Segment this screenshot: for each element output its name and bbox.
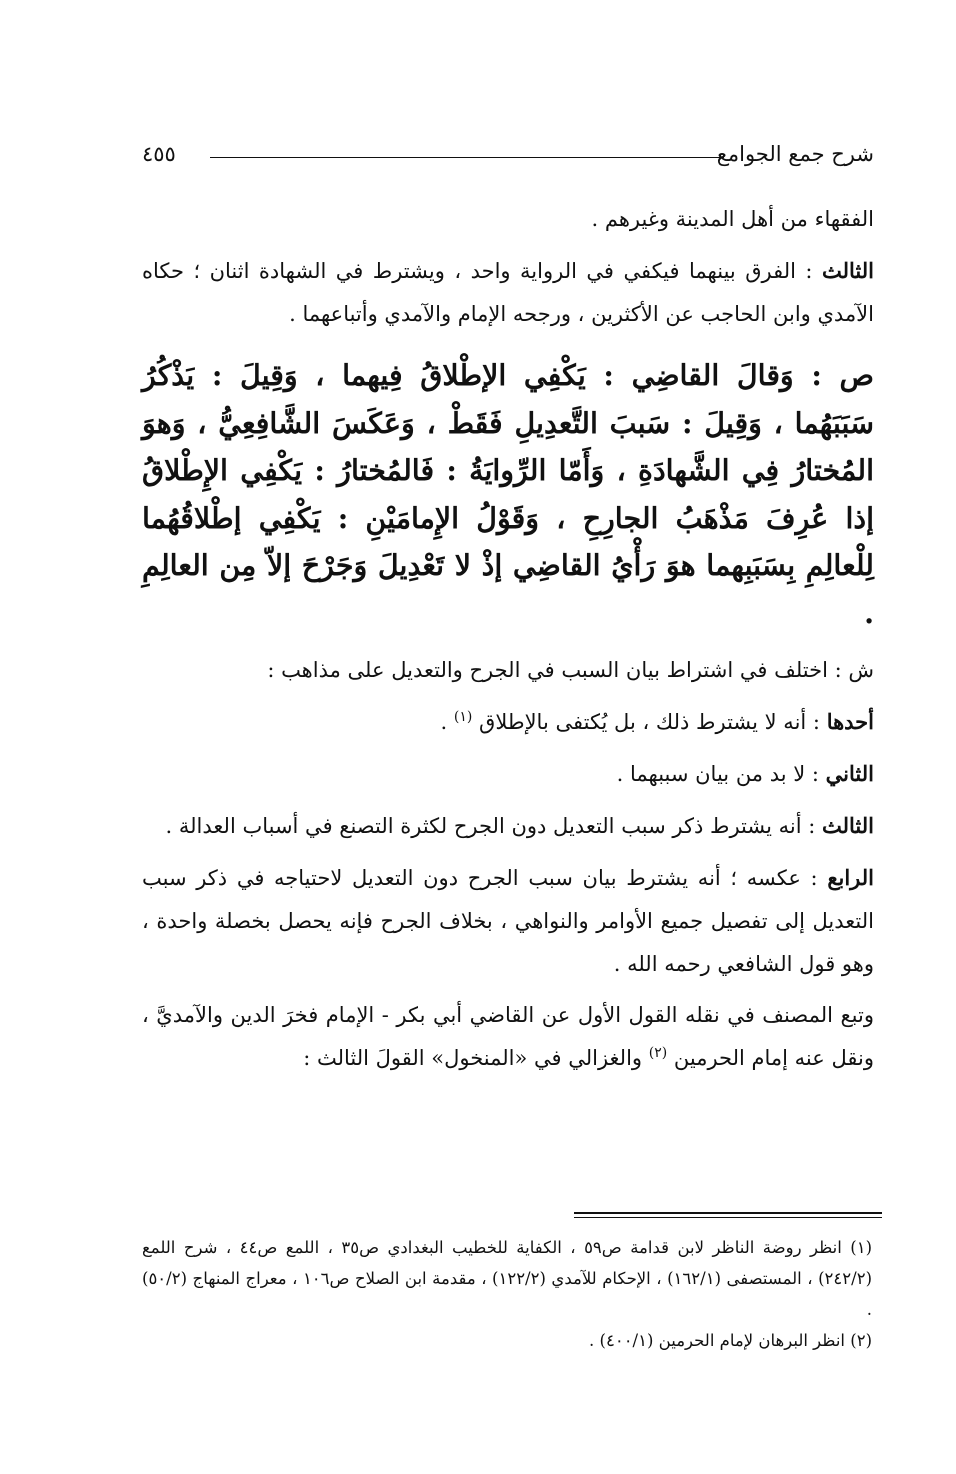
paragraph-8-text-a: وتبع المصنف في نقله القول الأول عن القاضي أبي بكر - الإمام فخرَ الدين والآمديَّ ، ونقل عنه إمام الحرمين — [142, 1003, 874, 1070]
paragraph-8-text-b: والغزالي في «المنخول» القولَ الثالث : — [303, 1046, 649, 1070]
paragraph-7 — [142, 856, 874, 986]
paragraph-5-text: : لا بد من بيان سببهما . — [616, 762, 826, 786]
paragraph-1 — [142, 198, 874, 241]
matn-paragraph — [142, 352, 874, 637]
page-number: ٤٥٥ — [142, 142, 176, 166]
paragraph-7-lead: الرابع — [827, 865, 874, 890]
paragraph-2 — [142, 249, 874, 336]
paragraph-8 — [142, 994, 874, 1080]
footnote-ref-1[interactable]: (١) — [453, 709, 473, 725]
running-header — [142, 140, 874, 176]
paragraph-3-text: ش : اختلف في اشتراط بيان السبب في الجرح والتعديل على مذاهب : — [267, 658, 874, 682]
header-rule — [210, 157, 724, 158]
paragraph-4-text: : أنه لا يشترط ذلك ، بل يُكتفى بالإطلاق — [479, 710, 827, 734]
header-title: شرح جمع الجوامع — [716, 142, 874, 166]
paragraph-1-text: الفقهاء من أهل المدينة وغيرهم . — [591, 207, 874, 231]
matn-text: ص : وَقالَ القاضِي : يَكْفِي الإطْلاقُ فِيهما ، وَقِيلَ : يَذْكُرُ سَبَبَهُما ، وَقِيلَ : سَببَ التَّعدِيلِ فَقَطْ ، وَعَكَسَ الشَّافِعِيُّ ، وَهوَ المُختارُ فِي الشَّهادَةِ ، وَأَمّا الرِّوايَةُ : فَالمُختارُ : يَكْفِي الإِطْلاقُ إذا عُرِفَ مَذْهَبُ الجارِحِ ، وَقَوْلُ الإِمامَيْنِ : يَكْفِي إطْلاقُهُما لِلْعالِمِ بِسَبَبِهما هوَ رَأْيُ القاضِي إذْ لا تَعْدِيلَ وَجَرْحَ إلاّ مِن العالِمِ . — [142, 358, 874, 630]
paragraph-5 — [142, 752, 874, 796]
paragraph-4 — [142, 700, 874, 744]
paragraph-6-lead: الثالث — [822, 813, 874, 838]
footnote-ref-2[interactable]: (٢) — [648, 1045, 668, 1061]
footnote-separator — [574, 1212, 882, 1218]
footnote-1: (١) انظر روضة الناظر لابن قدامة ص٥٩ ، الكفاية للخطيب البغدادي ص٣٥ ، اللمع ص٤٤ ، شرح اللمع (٢٤٢/٢) ، المستصفى (١٦٢/١) ، الإحكام للآمدي (١٢٢/٢) ، مقدمة ابن الصلاح ص١٠٦ ، معراج المنهاج (٥٠/٢) . — [142, 1238, 872, 1319]
paragraph-4-lead: أحدها — [826, 709, 874, 734]
footnotes — [142, 1232, 872, 1356]
paragraph-7-text: : عكسه ؛ أنه يشترط بيان سبب الجرح دون التعديل لاحتياجه في ذكر سبب التعديل إلى تفصيل جميع الأوامر والنواهي ، بخلاف الجرح فإنه يحصل بخصلة واحدة ، وهو قول الشافعي رحمه الله . — [142, 866, 874, 976]
paragraph-3 — [142, 649, 874, 692]
paragraph-2-text: : الفرق بينهما فيكفي في الرواية واحد ، ويشترط في الشهادة اثنان ؛ حكاه الآمدي وابن الحاجب عن الأكثرين ، ورجحه الإمام والآمدي وأتباعهما . — [142, 259, 874, 326]
paragraph-2-lead: الثالث — [822, 258, 874, 283]
main-text — [142, 198, 874, 1080]
footnote-2: (٢) انظر البرهان لإمام الحرمين (٤٠٠/١) . — [589, 1331, 872, 1350]
paragraph-4-end: . — [440, 710, 454, 734]
paragraph-5-lead: الثاني — [825, 761, 874, 786]
paragraph-6-text: : أنه يشترط ذكر سبب التعديل دون الجرح لكثرة التصنع في أسباب العدالة . — [165, 814, 822, 838]
paragraph-6 — [142, 804, 874, 848]
